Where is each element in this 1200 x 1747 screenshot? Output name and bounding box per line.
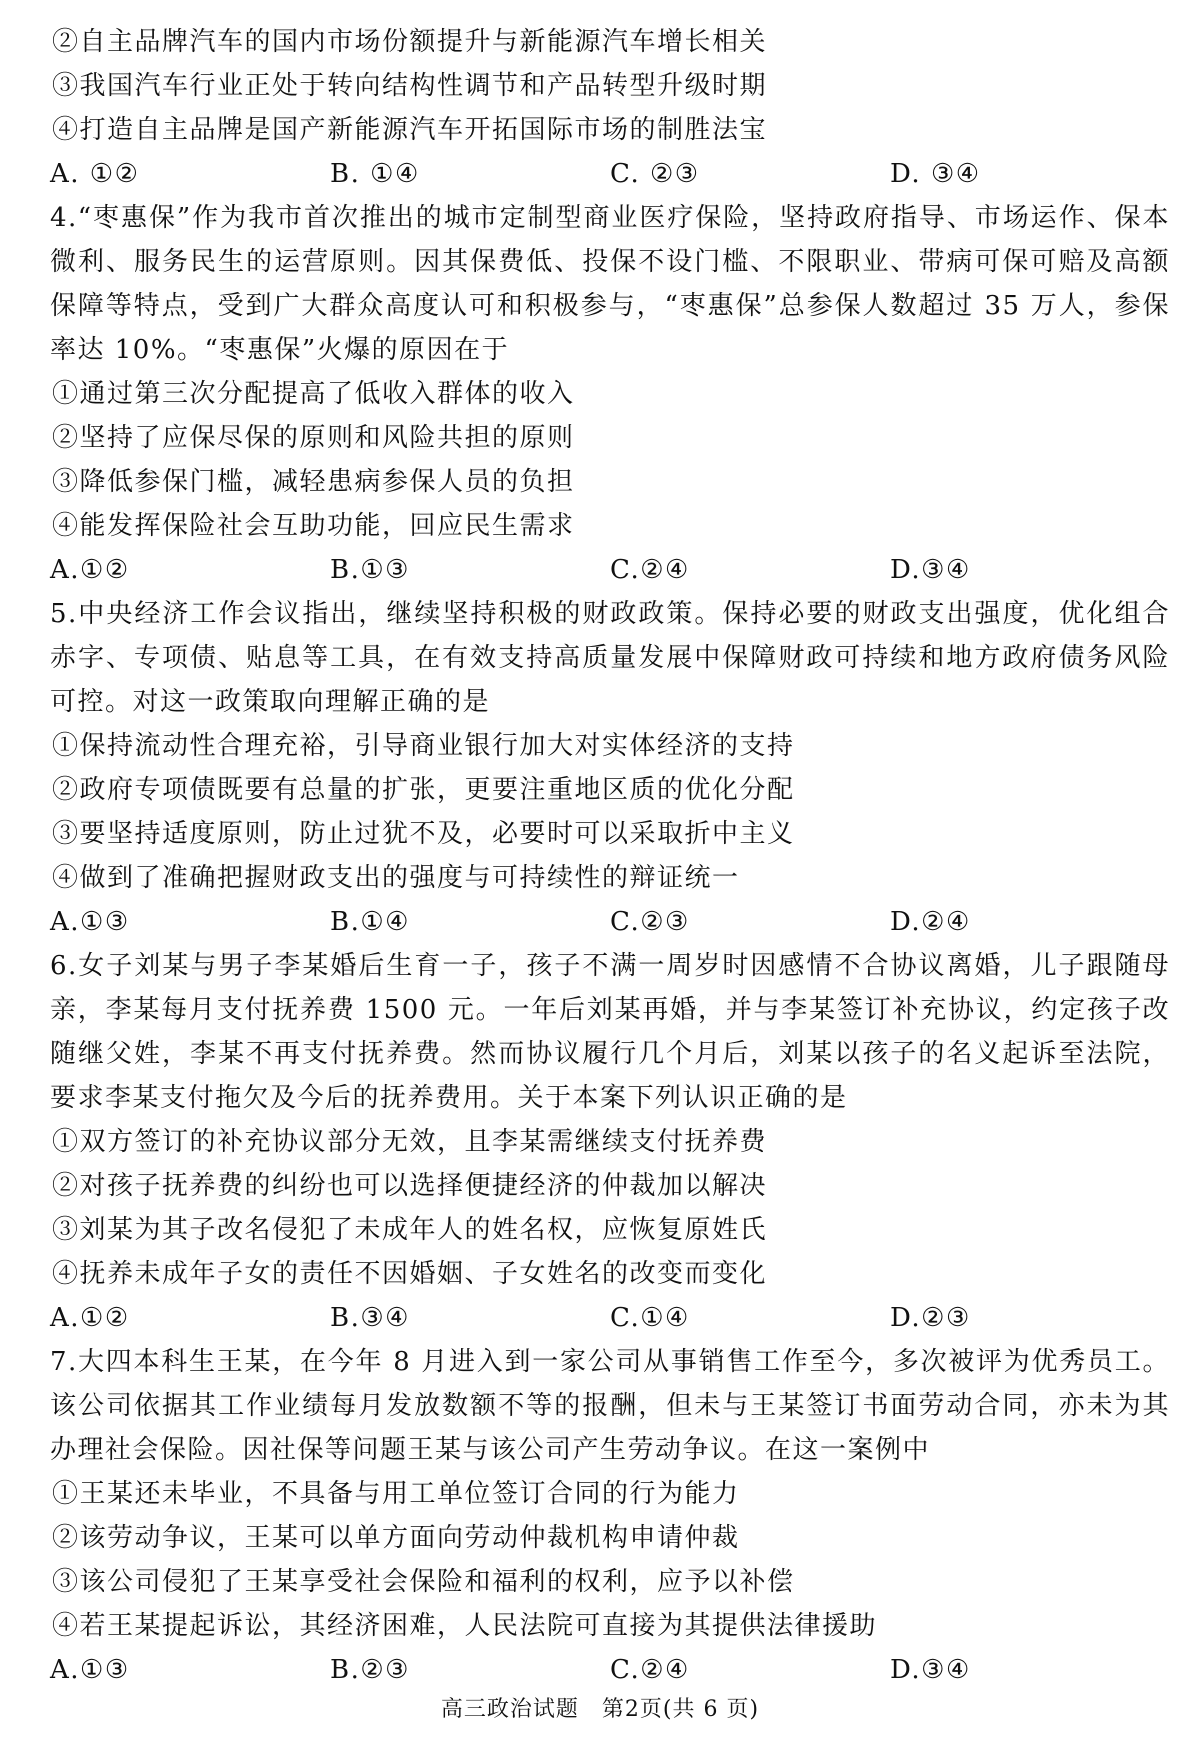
q5-stem: 5.中央经济工作会议指出，继续坚持积极的财政政策。保持必要的财政支出强度，优化组合赤字、专项债、贴息等工具，在有效支持高质量发展中保障财政可持续和地方政府债务风险可控。对这一政策取向理解正确的是 [50,599,1170,717]
question-3-tail [50,20,1170,196]
q7-option-3: ③该公司侵犯了王某享受社会保险和福利的权利，应予以补偿 [52,1567,795,1597]
q3-choice-c: C. ②③ [610,159,700,189]
q6-option-4: ④抚养未成年子女的责任不因婚姻、子女姓名的改变而变化 [52,1259,768,1289]
exam-page [50,20,1170,1692]
q4-option-1: ①通过第三次分配提高了低收入群体的收入 [52,379,575,409]
q3-option-4: ④打造自主品牌是国产新能源汽车开拓国际市场的制胜法宝 [52,115,768,145]
q4-option-2: ②坚持了应保尽保的原则和风险共担的原则 [52,423,575,453]
q5-option-4: ④做到了准确把握财政支出的强度与可持续性的辩证统一 [52,863,740,893]
q6-option-3: ③刘某为其子改名侵犯了未成年人的姓名权，应恢复原姓氏 [52,1215,768,1245]
q3-choice-a: A. ①② [50,159,140,189]
q6-answer-choices [50,1296,1170,1340]
question-5 [50,592,1170,944]
q6-choice-d: D.②③ [890,1303,971,1333]
q5-choice-a: A.①③ [50,907,130,937]
page-footer: 高三政治试题 第2页(共 6 页) [440,1697,760,1722]
q7-choice-d: D.③④ [890,1655,971,1685]
q4-choice-d: D.③④ [890,555,971,585]
q5-choice-b: B.①④ [330,907,410,937]
q4-answer-choices [50,548,1170,592]
q5-choice-c: C.②③ [610,907,690,937]
q5-option-3: ③要坚持适度原则，防止过犹不及，必要时可以采取折中主义 [52,819,795,849]
q5-option-2: ②政府专项债既要有总量的扩张，更要注重地区质的优化分配 [52,775,795,805]
q3-choice-d: D. ③④ [890,159,981,189]
q6-choice-a: A.①② [50,1303,130,1333]
q7-choice-c: C.②④ [610,1655,690,1685]
question-6 [50,944,1170,1340]
q3-choice-b: B. ①④ [330,159,420,189]
q6-choice-c: C.①④ [610,1303,690,1333]
q7-option-1: ①王某还未毕业，不具备与用工单位签订合同的行为能力 [52,1479,740,1509]
q5-choice-d: D.②④ [890,907,971,937]
q3-option-3: ③我国汽车行业正处于转向结构性调节和产品转型升级时期 [52,71,768,101]
q4-choice-a: A.①② [50,555,130,585]
q7-stem: 7.大四本科生王某，在今年 8 月进入到一家公司从事销售工作至今，多次被评为优秀员工。该公司依据其工作业绩每月发放数额不等的报酬，但未与王某签订书面劳动合同，亦未为其办理社会保险。因社保等问题王某与该公司产生劳动争议。在这一案例中 [50,1347,1170,1465]
q5-option-1: ①保持流动性合理充裕，引导商业银行加大对实体经济的支持 [52,731,795,761]
q7-choice-b: B.②③ [330,1655,410,1685]
q6-choice-b: B.③④ [330,1303,410,1333]
q5-answer-choices [50,900,1170,944]
q7-option-2: ②该劳动争议，王某可以单方面向劳动仲裁机构申请仲裁 [52,1523,740,1553]
q4-choice-b: B.①③ [330,555,410,585]
q7-choice-a: A.①③ [50,1655,130,1685]
q4-option-4: ④能发挥保险社会互助功能，回应民生需求 [52,511,575,541]
question-7 [50,1340,1170,1692]
q7-option-4: ④若王某提起诉讼，其经济困难，人民法院可直接为其提供法律援助 [52,1611,878,1641]
q3-option-2: ②自主品牌汽车的国内市场份额提升与新能源汽车增长相关 [52,27,768,57]
q6-option-1: ①双方签订的补充协议部分无效，且李某需继续支付抚养费 [52,1127,768,1157]
q4-option-3: ③降低参保门槛，减轻患病参保人员的负担 [52,467,575,497]
q7-answer-choices [50,1648,1170,1692]
q6-stem: 6.女子刘某与男子李某婚后生育一子，孩子不满一周岁时因感情不合协议离婚，儿子跟随母亲，李某每月支付抚养费 1500 元。一年后刘某再婚，并与李某签订补充协议，约定孩子改随继父姓，李某不再支付抚养费。然而协议履行几个月后，刘某以孩子的名义起诉至法院，要求李某支付拖欠及今后的抚养费用。关于本案下列认识正确的是 [50,951,1170,1113]
q6-option-2: ②对孩子抚养费的纠纷也可以选择便捷经济的仲裁加以解决 [52,1171,768,1201]
question-4 [50,196,1170,592]
q4-stem: 4.“枣惠保”作为我市首次推出的城市定制型商业医疗保险，坚持政府指导、市场运作、保本微利、服务民生的运营原则。因其保费低、投保不设门槛、不限职业、带病可保可赔及高额保障等特点，受到广大群众高度认可和积极参与，“枣惠保”总参保人数超过 35 万人，参保率达 10%。“枣惠保”火爆的原因在于 [50,203,1170,365]
q4-choice-c: C.②④ [610,555,690,585]
q3-answer-choices [50,152,1170,196]
